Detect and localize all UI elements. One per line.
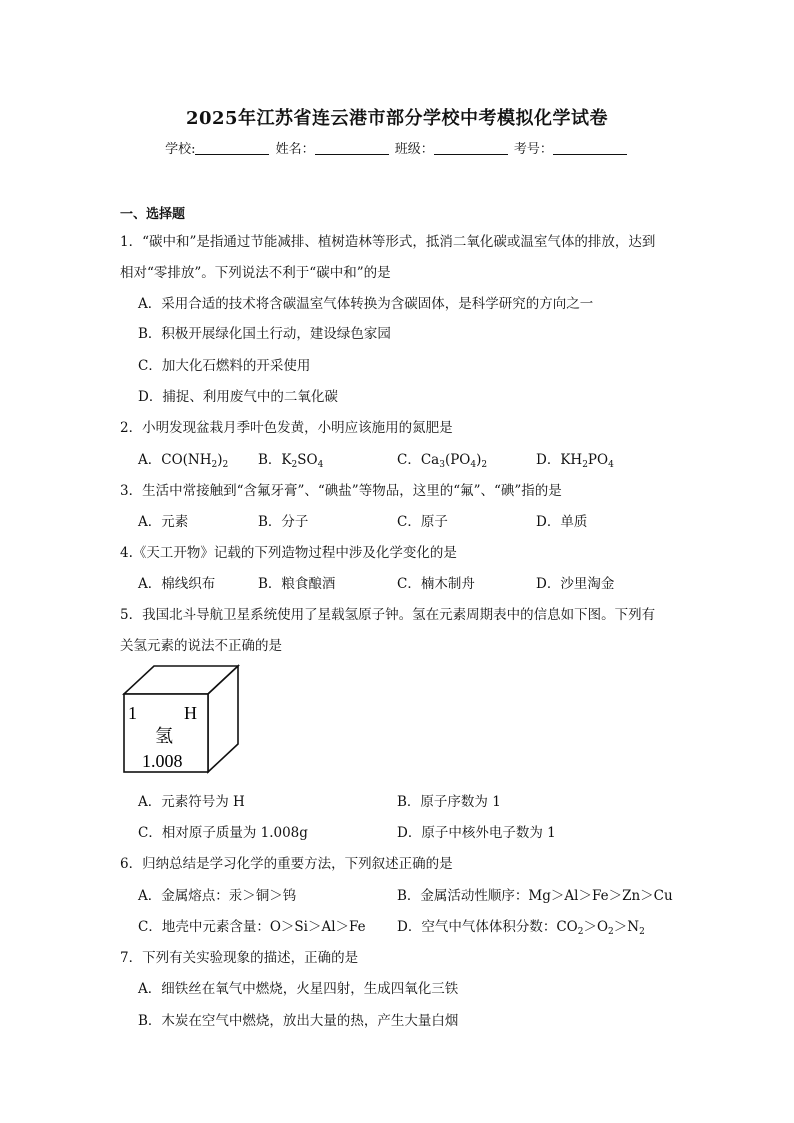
q1-option-b: B．积极开展绿化国土行动，建设绿色家园 <box>138 326 391 342</box>
number-blank[interactable] <box>553 142 627 155</box>
q5-option-c: C．相对原子质量为 1.008g <box>138 825 308 841</box>
q4-stem: 4.《天工开物》记载的下列造物过程中涉及化学变化的是 <box>120 545 457 561</box>
q1-option-c: C．加大化石燃料的开采使用 <box>138 358 311 374</box>
q4-option-a: A．棉线织布 <box>138 576 216 592</box>
atomic-mass: 1.008 <box>142 751 183 771</box>
element-name: 氢 <box>155 726 173 746</box>
q7-stem: 7．下列有关实验现象的描述，正确的是 <box>120 950 359 966</box>
q2-option-d: D．$KH_2PO_4$ <box>536 452 614 470</box>
atomic-number: 1 <box>128 703 137 723</box>
q7-option-a: A．细铁丝在氧气中燃烧，火星四射，生成四氧化三铁 <box>138 981 459 997</box>
q3-stem: 3．生活中常接触到“含氟牙膏”、“碘盐”等物品，这里的“氟”、“碘”指的是 <box>120 483 562 499</box>
name-blank[interactable] <box>315 142 389 155</box>
q1-option-a: A．采用合适的技术将含碳温室气体转换为含碳固体，是科学研究的方向之一 <box>138 296 594 312</box>
q5-option-b: B．原子序数为 1 <box>397 794 501 810</box>
school-label: 学校: <box>165 142 196 157</box>
q6-option-b: B．金属活动性顺序：Mg＞Al＞Fe＞Zn＞Cu <box>397 888 673 904</box>
q4-option-c: C．楠木制舟 <box>397 576 475 592</box>
q5-option-d: D．原子中核外电子数为 1 <box>397 825 556 841</box>
section-heading: 一、选择题 <box>120 207 186 222</box>
q3-option-c: C．原子 <box>397 514 448 530</box>
q3-option-d: D．单质 <box>536 514 588 530</box>
q2-stem: 2．小明发现盆栽月季叶色发黄，小明应该施用的氮肥是 <box>120 420 453 436</box>
q5-stem-line2: 关氢元素的说法不正确的是 <box>120 638 282 654</box>
number-label: 考号： <box>513 142 553 157</box>
q6-option-c: C．地壳中元素含量：O＞Si＞Al＞Fe <box>138 919 366 935</box>
page-title: 2025年江苏省连云港市部分学校中考模拟化学试卷 <box>185 108 609 129</box>
q2-option-c: C．$Ca_3(PO_4)_2$ <box>397 452 488 470</box>
school-blank[interactable] <box>195 142 269 155</box>
q4-option-b: B．粮食酿酒 <box>258 576 336 592</box>
hydrogen-element-cell <box>122 664 242 776</box>
q3-option-b: B．分子 <box>258 514 309 530</box>
q2-option-a: A．$CO(NH_2)_2$ <box>138 452 229 470</box>
element-symbol: H <box>184 703 197 723</box>
q6-option-d: D．空气中气体体积分数：$CO_2>O_2>N_2$ <box>397 919 645 937</box>
student-info-line <box>0 138 794 157</box>
class-blank[interactable] <box>434 142 508 155</box>
q1-stem-line2: 相对“零排放”。下列说法不利于“碳中和”的是 <box>120 265 391 281</box>
class-label: 班级： <box>394 142 434 157</box>
name-label: 姓名： <box>275 142 315 157</box>
q2-option-b: B．$K_2SO_4$ <box>258 452 324 470</box>
q7-option-b: B．木炭在空气中燃烧，放出大量的热，产生大量白烟 <box>138 1013 459 1029</box>
q1-option-d: D．捕捉、利用废气中的二氧化碳 <box>138 389 338 405</box>
q1-stem-line1: 1．“碳中和”是指通过节能减排、植树造林等形式，抵消二氧化碳或温室气体的排放，达到 <box>120 234 656 250</box>
q5-option-a: A．元素符号为 H <box>138 794 245 810</box>
q6-stem: 6．归纳总结是学习化学的重要方法，下列叙述正确的是 <box>120 856 453 872</box>
q3-option-a: A．元素 <box>138 514 189 530</box>
q6-option-a: A．金属熔点：汞＞铜＞钨 <box>138 888 297 904</box>
q5-stem-line1: 5．我国北斗导航卫星系统使用了星载氢原子钟。氢在元素周期表中的信息如下图。下列有 <box>120 607 656 623</box>
q4-option-d: D．沙里淘金 <box>536 576 615 592</box>
